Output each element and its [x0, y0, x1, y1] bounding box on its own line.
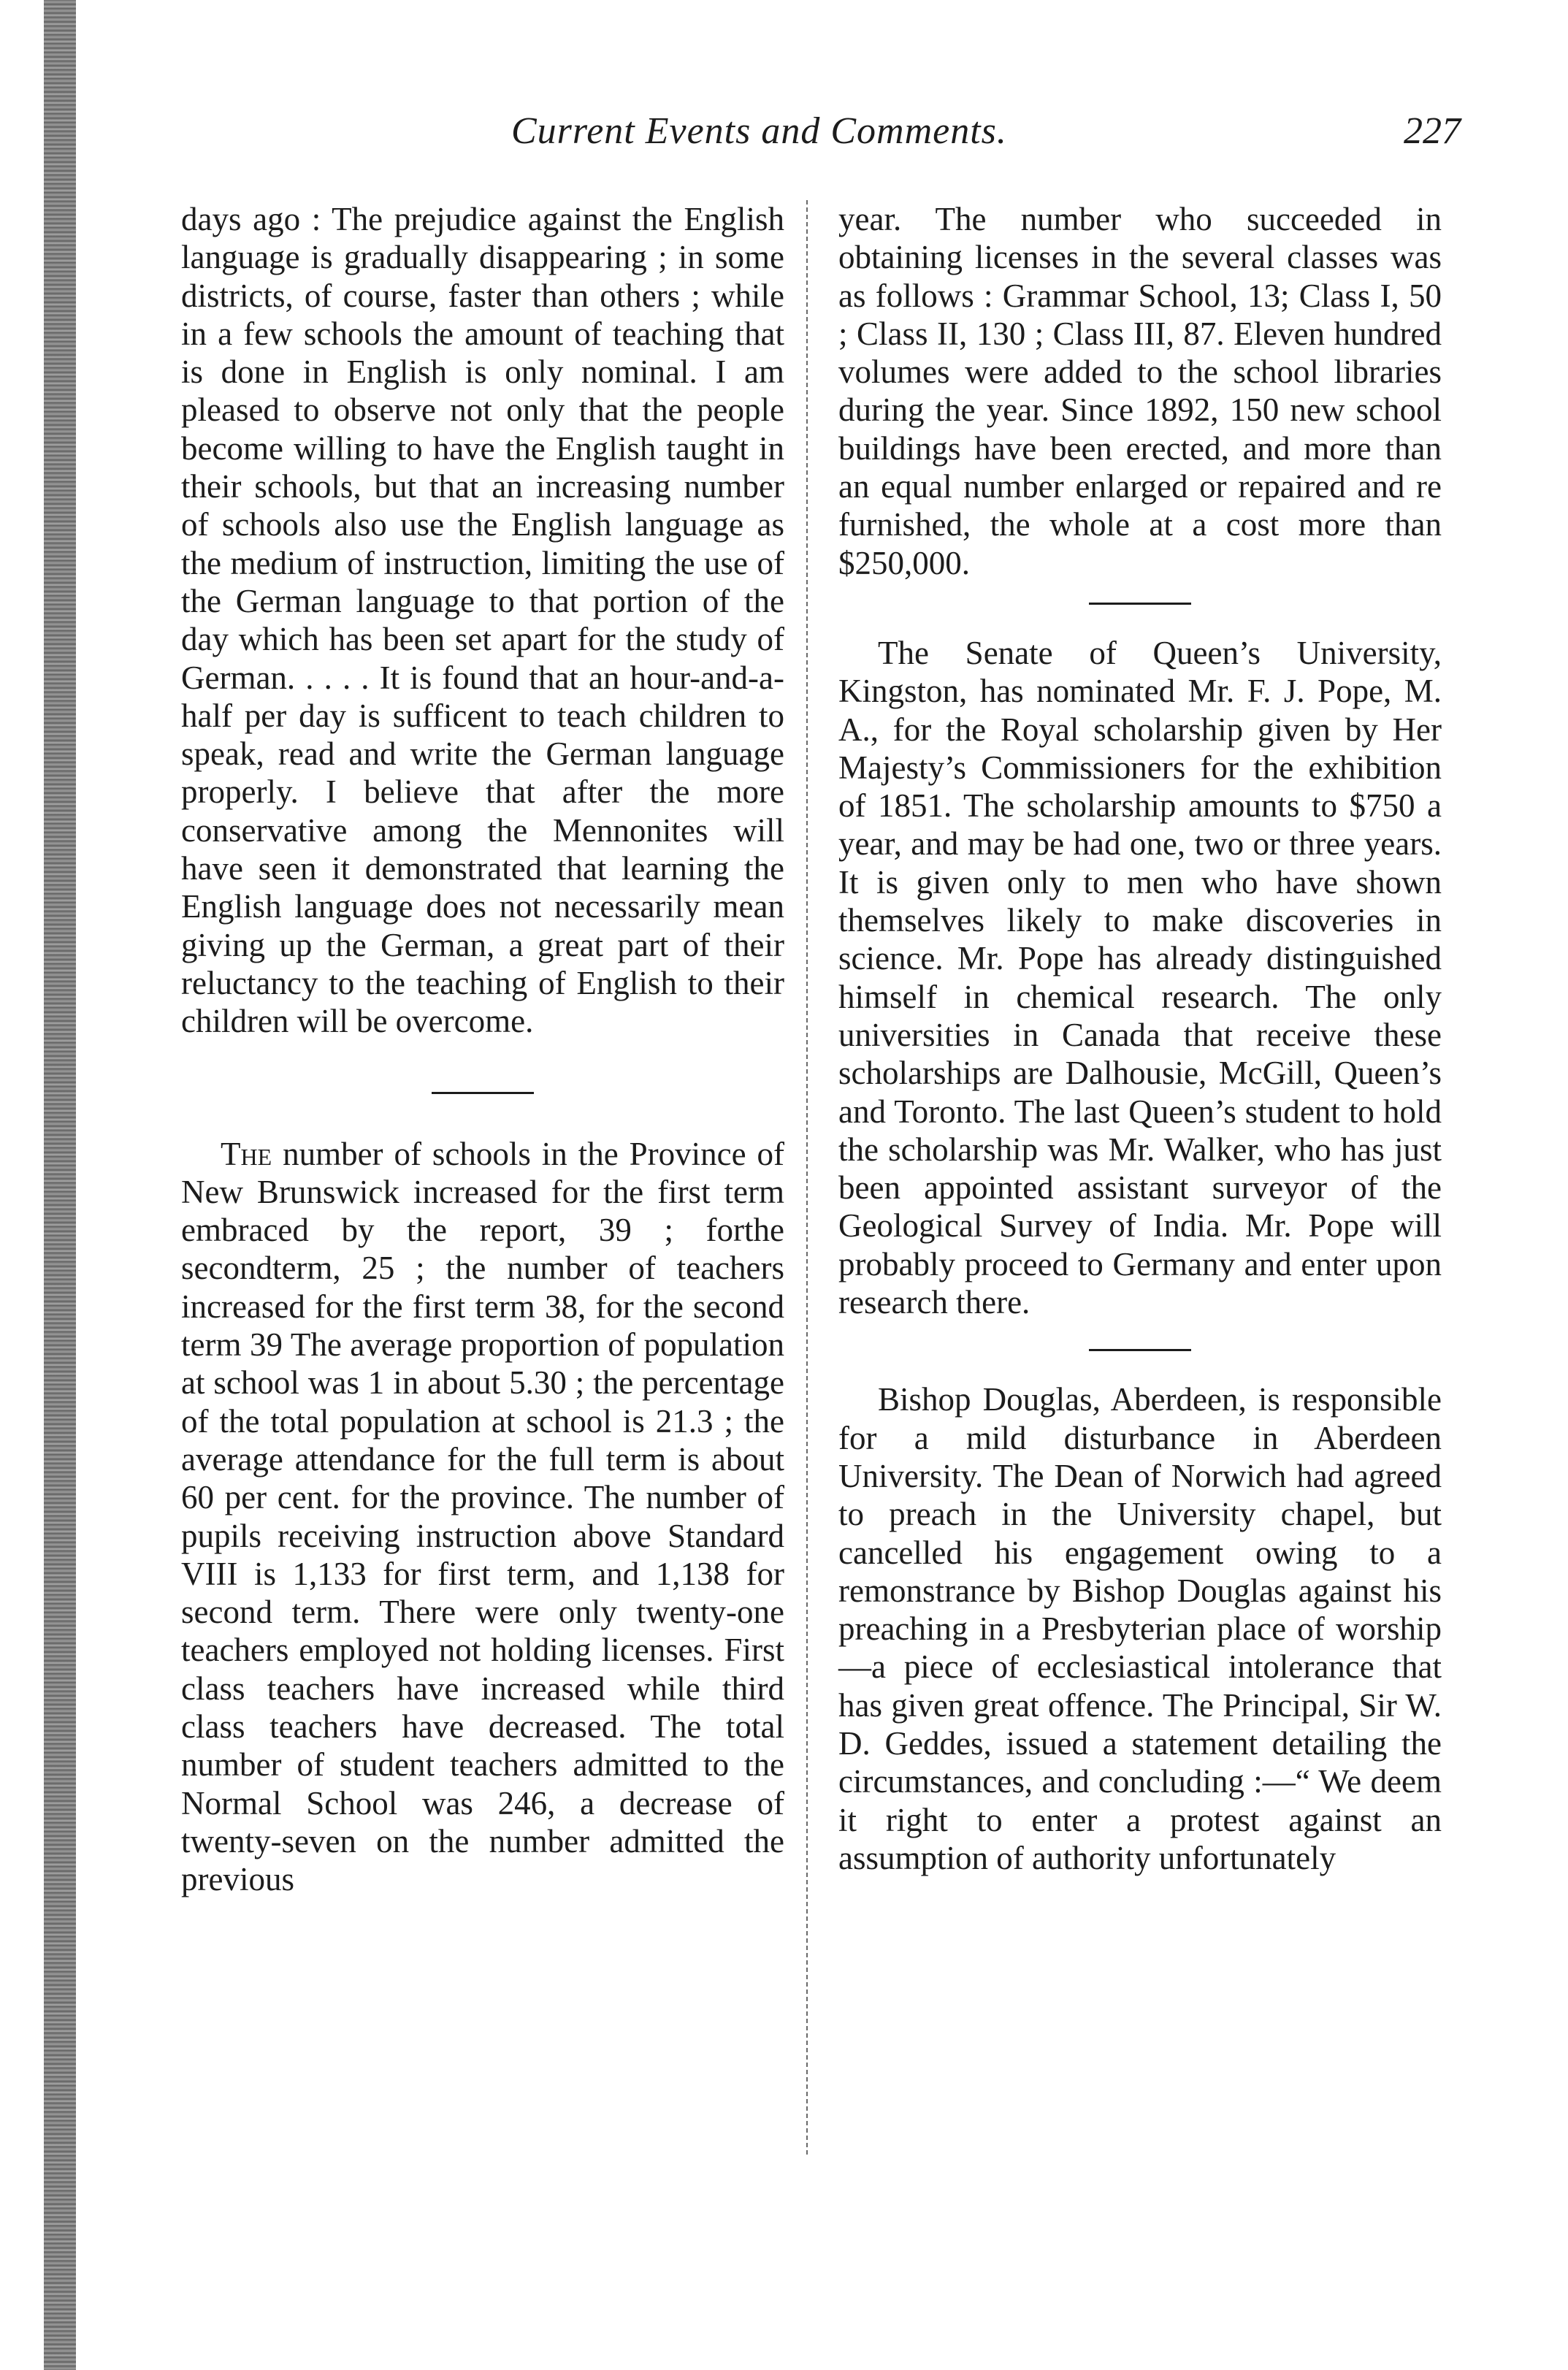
page-header — [175, 110, 1461, 168]
paragraph-body: number of schools in the Province of New Brunswick increased for the first term embraced by the report, 39 ; forthe secondterm, 25 ; the number of teachers increased for the first term 38, for the second term 39 The average proportion of population at school was 1 in about 5.30 ; the percentage of the total population at school is 21.3 ; the average attendance for the full term is about 60 per cent. for the province. The number of pupils receiving instruction above Standard VIII is 1,133 for first term, and 1,138 for second term. There were only twenty-one teachers employed not holding licenses. First class teachers have increased while third class teachers have decreased. The total number of student teachers admitted to the Normal School was 246, a decrease of twenty-seven on the number admitted the previous — [181, 1135, 784, 1898]
page-binding-edge — [44, 0, 76, 2370]
paragraph-new-brunswick-schools — [181, 1135, 784, 1899]
running-title: Current Events and Comments. — [511, 110, 1007, 152]
paragraph-lead-word: The — [221, 1135, 272, 1172]
left-column — [181, 200, 784, 1898]
paragraph-licenses: year. The number who succeeded in obtaining licenses in the several classes was as follows : Grammar School, 13; Class I, 50 ; Class II, 130 ; Class III, 87. Eleven hundred volumes were added to the school libraries during the year. Since 1892, 150 new school buildings have been erected, and more than an equal number enlarged or repaired and re furnished, the whole at a cost more than $250,000. — [838, 201, 1442, 581]
paragraph-queens-scholarship: The Senate of Queen’s University, Kingston, has nominated Mr. F. J. Pope, M. A., for the Royal scholarship given by Her Majesty’s Commissioners for the exhibition of 1851. The scholarship amounts to $750 a year, and may be had one, two or three years. It is given only to men who have shown themselves likely to make discoveries in science. Mr. Pope has already distinguished himself in chemical research. The only universities in Canada that receive these scholarships are Dalhousie, McGill, Queen’s and Toronto. The last Queen’s student to hold the scholarship was Mr. Walker, who has just been appointed assistant surveyor of the Geological Survey of India. Mr. Pope will probably proceed to Germany and enter upon research there. — [838, 634, 1442, 1321]
right-column — [838, 200, 1442, 1877]
paragraph-german-language: days ago : The prejudice against the English language is gradually disappearing ; in some districts, of course, faster than others ; while in a few schools the amount of teaching that is done in English is only nominal. I am pleased to observe not only that the people become willing to have the English taught in their schools, but that an increasing number of schools also use the English language as the medium of instruction, limiting the use of the German language to that portion of the day which has been set apart for the study of German. . . . . It is found that an hour-and-a-half per day is sufficent to teach children to speak, read and write the German language properly. I believe that after the more conservative among the Mennonites will have seen it demonstrated that learning the English language does not necessarily mean giving up the German, a great part of their reluctancy to the teaching of English to their children will be overcome. — [181, 201, 784, 1040]
page-number: 227 — [1404, 110, 1461, 152]
paragraph-bishop-douglas: Bishop Douglas, Aberdeen, is responsible for a mild disturbance in Aberdeen University. The Dean of Norwich had agreed to preach in the University chapel, but cancelled his engagement owing to a remonstrance by Bishop Douglas against his preaching in a Presbyterian place of worship —a piece of ecclesiastical intolerance that has given great offence. The Principal, Sir W. D. Geddes, issued a statement detailing the circumstances, and concluding :—“ We deem it right to enter a protest against an assumption of authority unfortunately — [838, 1381, 1442, 1876]
column-rule — [806, 200, 808, 2155]
